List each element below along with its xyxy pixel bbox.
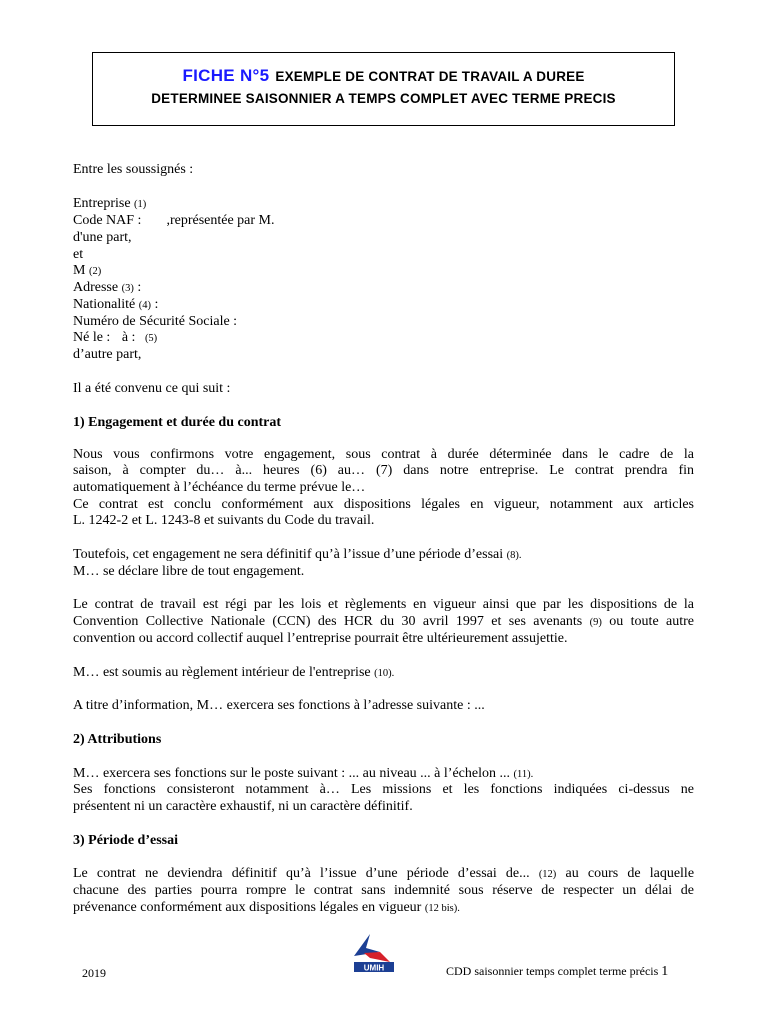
title-line-1 xyxy=(93,66,674,86)
s1-p1-line4: Ce contrat est conclu conformément aux dispositions légales en vigueur, notamment aux articles xyxy=(73,497,694,512)
s3-line2: chacune des parties pourra rompre le contrat sans indemnité sous réserve de respecter un délai de xyxy=(73,883,694,898)
section-1-heading: 1) Engagement et durée du contrat xyxy=(73,415,282,430)
title-text-1: EXEMPLE DE CONTRAT DE TRAVAIL A DUREE xyxy=(275,69,585,84)
footnote-ref: (2) xyxy=(88,266,102,277)
nationalite-line xyxy=(73,297,158,314)
s3-line3 xyxy=(73,900,460,917)
s1-p2-line2: M… se déclare libre de tout engagement. xyxy=(73,564,305,579)
footnote-ref: (8). xyxy=(506,550,522,561)
m-label: M xyxy=(73,263,86,278)
a-label: à : xyxy=(121,330,136,345)
footnote-ref: (12 bis). xyxy=(424,903,460,914)
s1-p1-line5: L. 1242-2 et L. 1243-8 et suivants du Code du travail. xyxy=(73,513,375,528)
s3-text-c: prévenance conformément aux dispositions légales en vigueur xyxy=(73,900,422,915)
m-line xyxy=(73,263,101,280)
s1-p1-line2: saison, à compter du… à... heures (6) au… (7) dans notre entreprise. Le contrat prendra fin xyxy=(73,463,694,478)
s1-p3-text-b: ou toute autre xyxy=(609,614,695,629)
ne-le-label: Né le : xyxy=(73,330,111,345)
footnote-ref: (3) xyxy=(121,283,134,294)
s1-p1-line3: automatiquement à l’échéance du terme prévue le… xyxy=(73,480,366,495)
colon: : xyxy=(150,297,159,312)
footer-doc-title: CDD saisonnier temps complet terme précis xyxy=(446,964,659,978)
s2-text: M… exercera ses fonctions sur le poste suivant : ... au niveau ... à l’échelon ... xyxy=(73,766,510,781)
s2-line1 xyxy=(73,766,533,783)
footnote-ref: (4) xyxy=(138,300,151,311)
s1-p4-text: M… est soumis au règlement intérieur de l'entreprise xyxy=(73,665,371,680)
s1-p3-line3: convention ou accord collectif auquel l’entreprise pourrait être ultérieurement assujettie. xyxy=(73,631,568,646)
footer-doc xyxy=(446,964,668,980)
footnote-ref: (11). xyxy=(513,769,534,780)
code-naf-label: Code NAF : xyxy=(73,213,142,228)
s2-line2: Ses fonctions consisteront notamment à… Les missions et les fonctions indiquées ci-dessus ne xyxy=(73,782,694,797)
s1-p1-line1: Nous vous confirmons votre engagement, sous contrat à durée déterminée dans le cadre de la xyxy=(73,447,694,462)
footnote-ref: (9) xyxy=(589,617,602,628)
section-3-heading: 3) Période d’essai xyxy=(73,833,178,848)
entreprise-label: Entreprise xyxy=(73,196,131,211)
logo-red-shape xyxy=(364,952,390,962)
s3-line1 xyxy=(73,866,694,883)
footnote-ref: (5) xyxy=(144,333,158,344)
umih-logo xyxy=(340,932,408,978)
autre-part: d’autre part, xyxy=(73,347,142,362)
title-box xyxy=(92,52,675,126)
et-label: et xyxy=(73,247,84,262)
s3-text-b: au cours de laquelle xyxy=(565,866,695,881)
footnote-ref: (10). xyxy=(374,668,395,679)
s1-p2-line1 xyxy=(73,547,522,564)
naissance-line xyxy=(73,330,157,347)
title-text-2: DETERMINEE SAISONNIER A TEMPS COMPLET AVEC TERME PRECIS xyxy=(151,91,616,106)
s1-p3-line1: Le contrat de travail est régi par les lois et règlements en vigueur ainsi que par les dispositions de la xyxy=(73,597,694,612)
page-number: 1 xyxy=(661,964,669,979)
representee-label: ,représentée par M. xyxy=(166,213,275,228)
convenu-line: Il a été convenu ce qui suit : xyxy=(73,381,231,396)
adresse-label: Adresse xyxy=(73,280,119,295)
entreprise-line xyxy=(73,196,146,213)
parties-intro: Entre les soussignés : xyxy=(73,162,194,177)
s1-p3-line2 xyxy=(73,614,694,631)
adresse-line xyxy=(73,280,141,297)
s1-p5: A titre d’information, M… exercera ses fonctions à l’adresse suivante : ... xyxy=(73,698,485,713)
s1-p4 xyxy=(73,665,394,682)
logo-text: UMIH xyxy=(363,963,385,973)
s1-p2-text: Toutefois, cet engagement ne sera définitif qu’à l’issue d’une période d’essai xyxy=(73,547,504,562)
nationalite-label: Nationalité xyxy=(73,297,136,312)
secu-line: Numéro de Sécurité Sociale : xyxy=(73,314,238,329)
section-2-heading: 2) Attributions xyxy=(73,732,162,747)
une-part: d'une part, xyxy=(73,230,132,245)
colon: : xyxy=(133,280,142,295)
code-naf-line xyxy=(73,213,275,229)
footnote-ref: (1) xyxy=(134,199,147,210)
s1-p3-text: Convention Collective Nationale (CCN) des HCR du 30 avril 1997 et ses avenants xyxy=(73,614,583,629)
footer-year: 2019 xyxy=(82,966,106,980)
footnote-ref: (12) xyxy=(538,869,557,880)
fiche-number: FICHE N°5 xyxy=(182,66,270,85)
s2-line3: présentent ni un caractère exhaustif, ni un caractère définitif. xyxy=(73,799,413,814)
s3-text-a: Le contrat ne deviendra définitif qu’à l’issue d’une période d’essai de... xyxy=(73,866,530,881)
